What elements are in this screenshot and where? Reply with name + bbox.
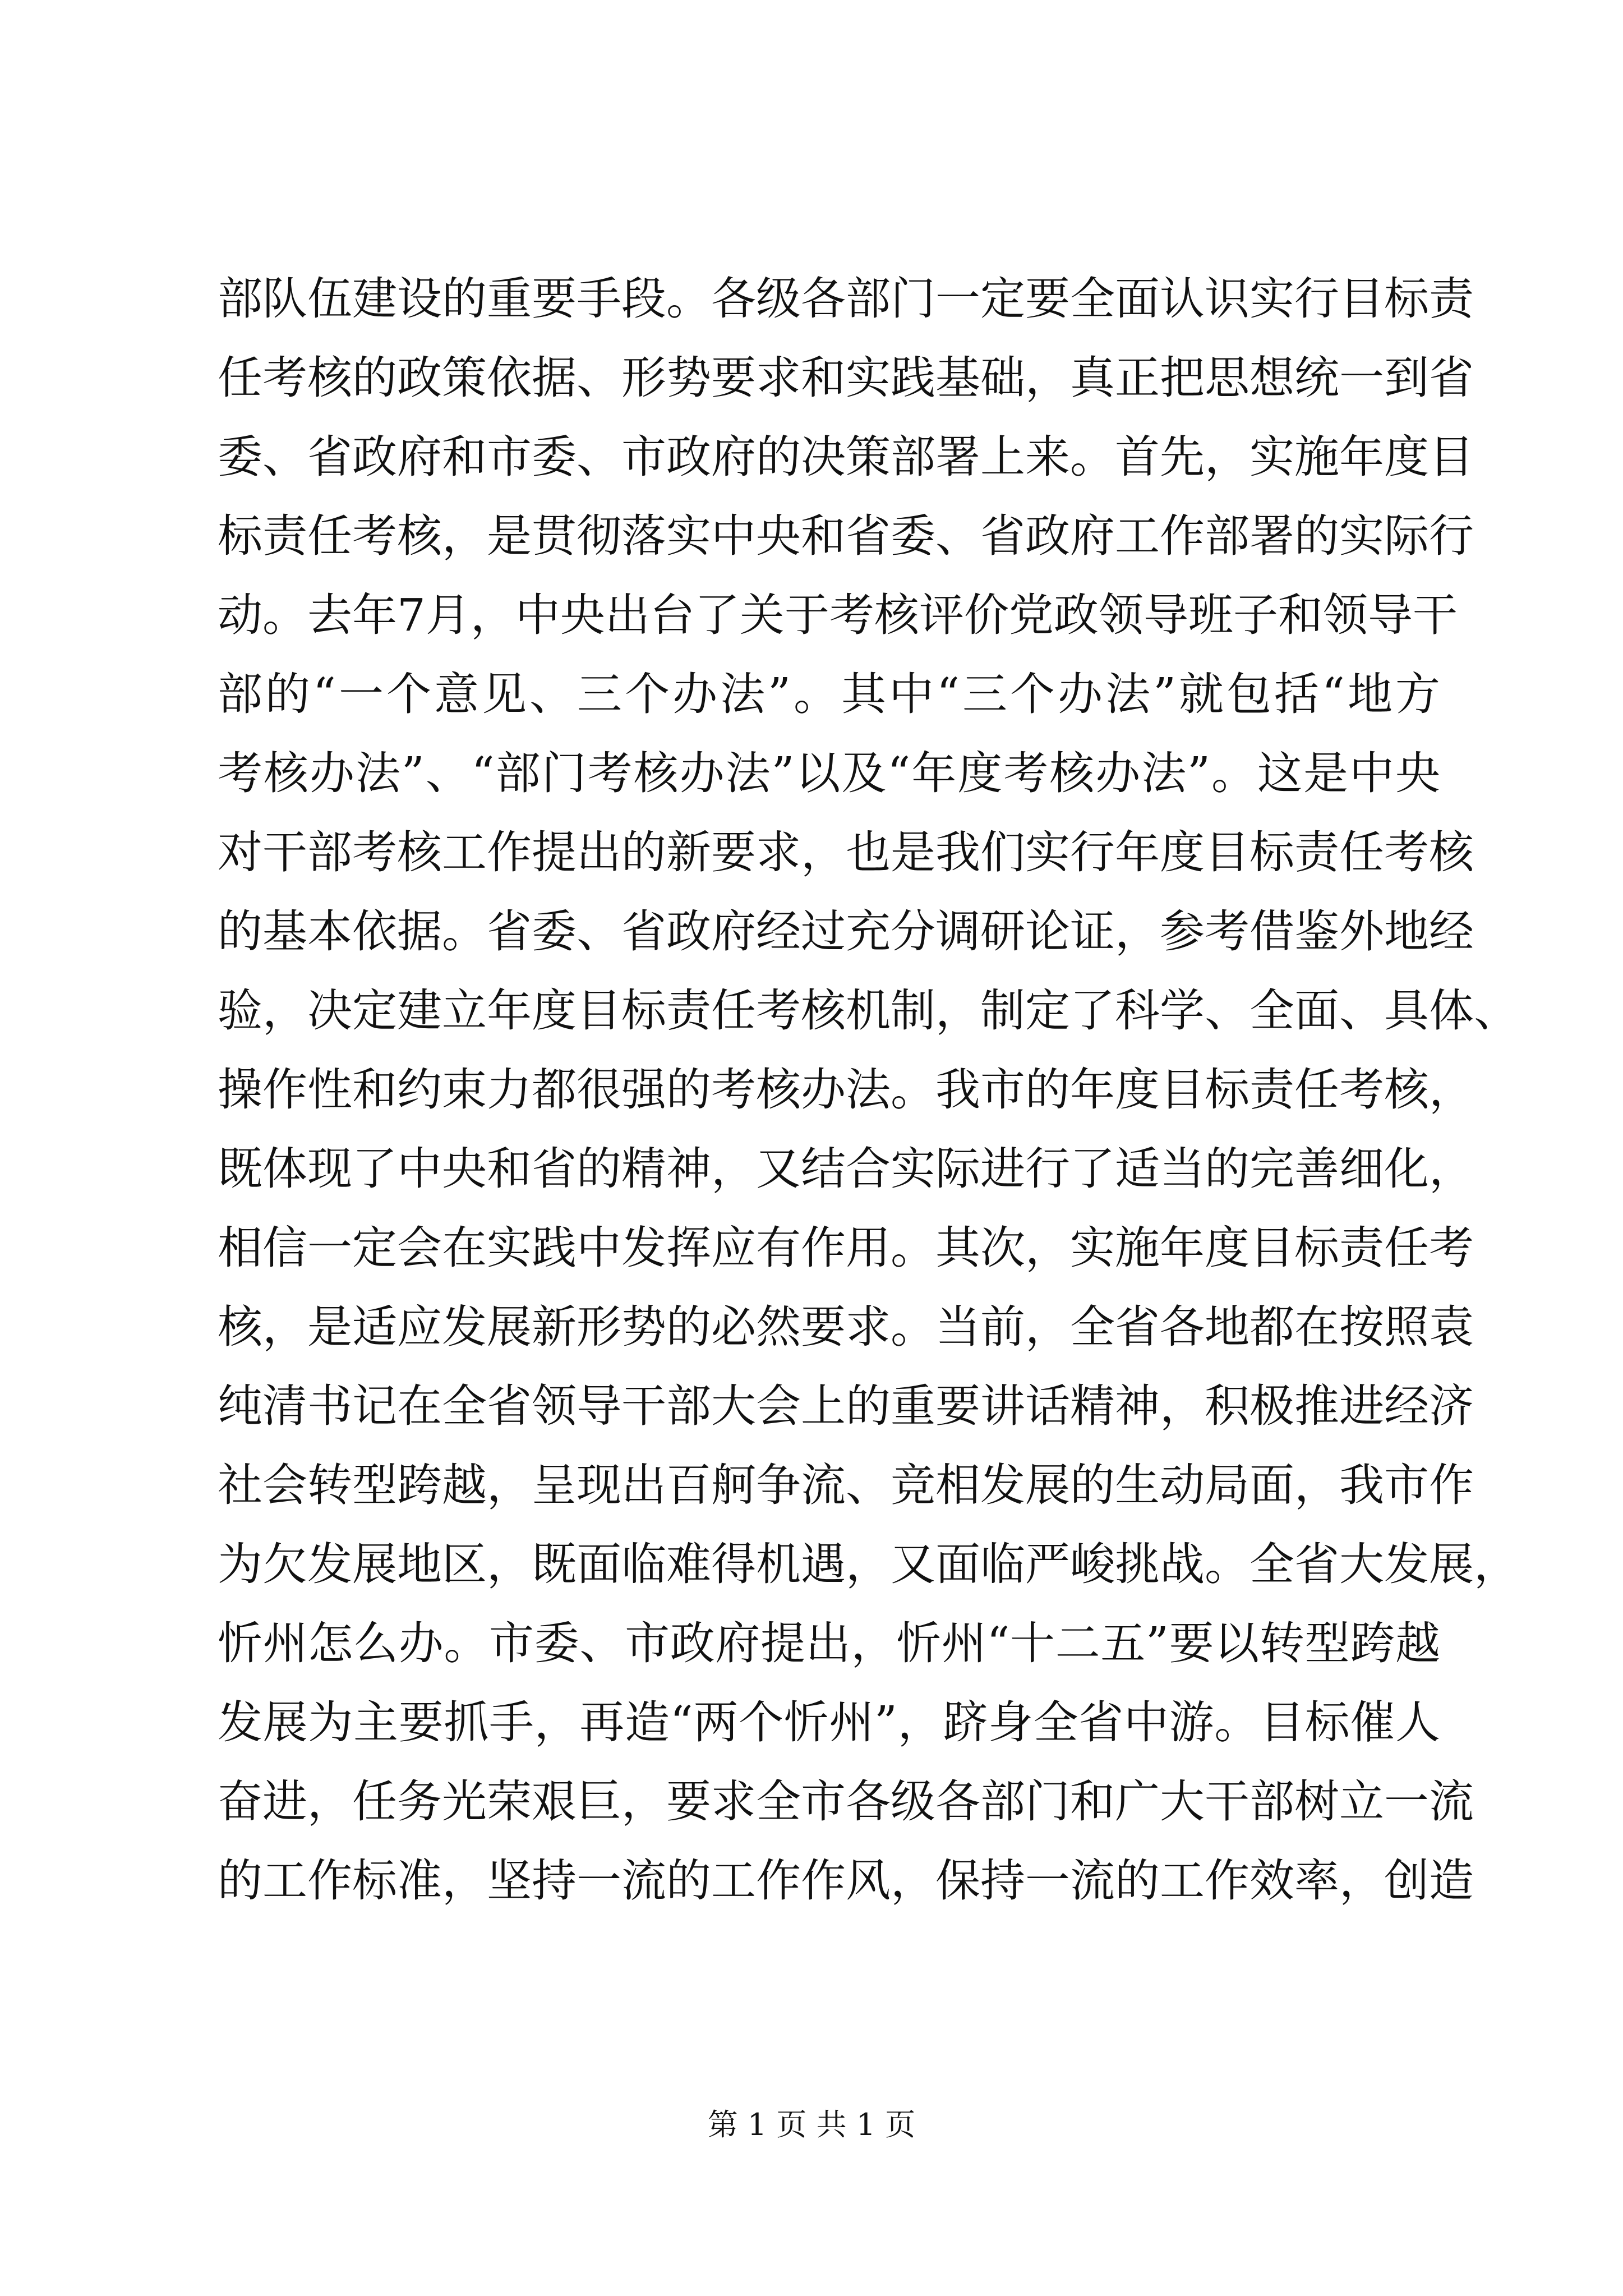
text-line: 的工作标准，坚持一流的工作作风，保持一流的工作效率，创造 <box>218 1855 1474 1907</box>
text-line: 操作性和约束力都很强的考核办法。我市的年度目标责任考核， <box>218 1064 1474 1116</box>
text-line: 的基本依据。省委、省政府经过充分调研论证，参考借鉴外地经 <box>218 905 1474 958</box>
text-line: 发展为主要抓手，再造“两个忻州”，跻身全省中游。目标催人 <box>218 1696 1440 1749</box>
text-line: 忻州怎么办。市委、市政府提出，忻州“十二五”要以转型跨越 <box>218 1617 1440 1669</box>
text-line: 社会转型跨越，呈现出百舸争流、竞相发展的生动局面，我市作 <box>218 1459 1474 1511</box>
body-text <box>218 259 1519 1920</box>
text-line: 核，是适应发展新形势的必然要求。当前，全省各地都在按照袁 <box>218 1301 1474 1353</box>
text-line: 部的“一个意见、三个办法”。其中“三个办法”就包括“地方 <box>218 668 1440 720</box>
text-line: 动。去年7月，中央出台了关于考核评价党政领导班子和领导干 <box>218 589 1458 641</box>
text-line: 为欠发展地区，既面临难得机遇，又面临严峻挑战。全省大发展， <box>218 1538 1519 1590</box>
text-line: 标责任考核，是贯彻落实中央和省委、省政府工作部署的实际行 <box>218 510 1474 562</box>
text-line: 验，决定建立年度目标责任考核机制，制定了科学、全面、具体、 <box>218 984 1519 1037</box>
text-line: 相信一定会在实践中发挥应有作用。其次，实施年度目标责任考 <box>218 1222 1474 1274</box>
text-line: 对干部考核工作提出的新要求，也是我们实行年度目标责任考核 <box>218 826 1474 878</box>
text-line: 委、省政府和市委、市政府的决策部署上来。首先，实施年度目 <box>218 431 1474 483</box>
text-line: 纯清书记在全省领导干部大会上的重要讲话精神，积极推进经济 <box>218 1380 1474 1432</box>
text-line: 奋进，任务光荣艰巨，要求全市各级各部门和广大干部树立一流 <box>218 1775 1474 1828</box>
text-line: 考核办法”、“部门考核办法”以及“年度考核办法”。这是中央 <box>218 747 1440 799</box>
text-line: 部队伍建设的重要手段。各级各部门一定要全面认识实行目标责 <box>218 273 1474 325</box>
text-line: 任考核的政策依据、形势要求和实践基础，真正把思想统一到省 <box>218 352 1474 404</box>
page-number-footer: 第 1 页 共 1 页 <box>707 2107 916 2142</box>
text-line: 既体现了中央和省的精神，又结合实际进行了适当的完善细化， <box>218 1143 1474 1195</box>
